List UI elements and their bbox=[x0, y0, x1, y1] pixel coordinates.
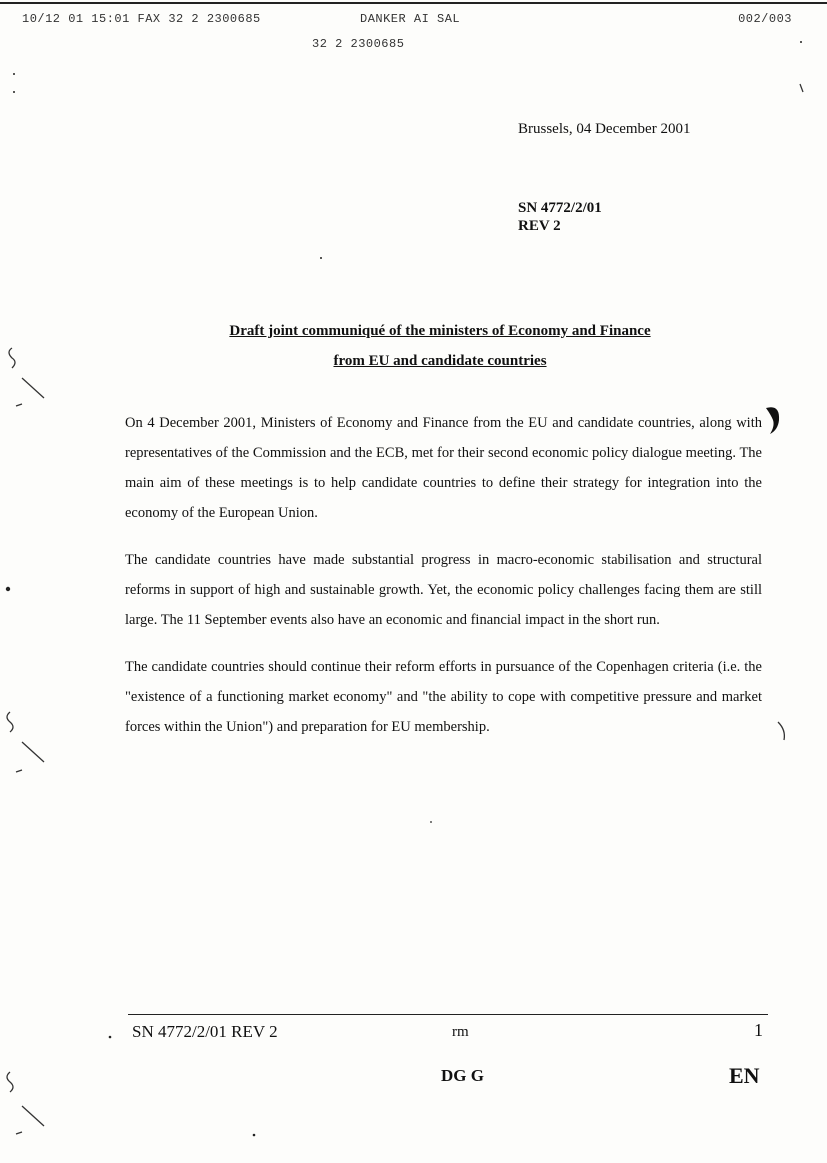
fax-header-left: 10/12 01 15:01 FAX 32 2 2300685 bbox=[22, 12, 261, 26]
scan-stroke-1 bbox=[22, 378, 44, 398]
document-reference: SN 4772/2/01 bbox=[518, 200, 602, 216]
margin-dot-8 bbox=[13, 91, 15, 93]
document-reference-block bbox=[518, 199, 602, 235]
edge-tick-3 bbox=[16, 1132, 22, 1134]
footer-language: EN bbox=[729, 1063, 760, 1088]
footer-directorate: DG G bbox=[441, 1066, 484, 1085]
hole-punch-mark-3 bbox=[7, 1072, 13, 1092]
scan-stroke-3 bbox=[22, 1106, 44, 1126]
margin-dot-4 bbox=[253, 1134, 256, 1137]
hole-punch-mark-1 bbox=[9, 348, 15, 368]
top-edge-line bbox=[0, 2, 827, 4]
fax-header-page-count: 002/003 bbox=[738, 12, 792, 26]
scan-stroke-2 bbox=[22, 742, 44, 762]
margin-dot-3 bbox=[109, 1036, 112, 1039]
hole-punch-mark-2 bbox=[7, 712, 13, 732]
title-line-2: from EU and candidate countries bbox=[333, 353, 547, 369]
footer-page-number: 1 bbox=[754, 1020, 763, 1040]
footer-rule bbox=[128, 1014, 768, 1015]
document-body bbox=[125, 408, 762, 759]
place-date: Brussels, 04 December 2001 bbox=[518, 121, 691, 137]
margin-dot-1 bbox=[6, 587, 10, 591]
margin-mark-right bbox=[778, 722, 784, 740]
paragraph-3: The candidate countries should continue their reform efforts in pursuance of the Copenhagen criteria (i.e. the "existence of a functioning market economy" and "the ability to cope with competitive pressure and market forces within the Union") and preparation for EU membership. bbox=[125, 659, 762, 735]
document-revision: REV 2 bbox=[518, 218, 561, 234]
margin-dot-6 bbox=[800, 41, 802, 43]
footer-reference: SN 4772/2/01 REV 2 bbox=[132, 1022, 278, 1041]
footer-initials: rm bbox=[452, 1024, 469, 1040]
paragraph-1: On 4 December 2001, Ministers of Economy and Finance from the EU and candidate countries, along with representatives of the Commission and the ECB, met for their second economic policy dialogue meeting. The main aim of these meetings is to help candidate countries to define their strategy for integration into the economy of the European Union. bbox=[125, 415, 762, 521]
comma-blot bbox=[766, 407, 779, 434]
margin-mark-top bbox=[800, 84, 803, 92]
document-title bbox=[200, 316, 680, 376]
title-line-1: Draft joint communiqué of the ministers of Economy and Finance bbox=[229, 323, 651, 339]
fax-number-line: 32 2 2300685 bbox=[312, 37, 405, 51]
paragraph-2: The candidate countries have made substantial progress in macro-economic stabilisation and structural reforms in support of high and sustainable growth. Yet, the economic policy challenges facing them are still large. The 11 September events also have an economic and financial impact in the short run. bbox=[125, 552, 762, 628]
edge-tick-2 bbox=[16, 770, 22, 772]
margin-dot-5 bbox=[430, 821, 432, 823]
margin-dot-2 bbox=[320, 257, 322, 259]
margin-dot-7 bbox=[13, 73, 15, 75]
fax-header-sender: DANKER AI SAL bbox=[360, 12, 461, 26]
edge-tick-1 bbox=[16, 404, 22, 406]
